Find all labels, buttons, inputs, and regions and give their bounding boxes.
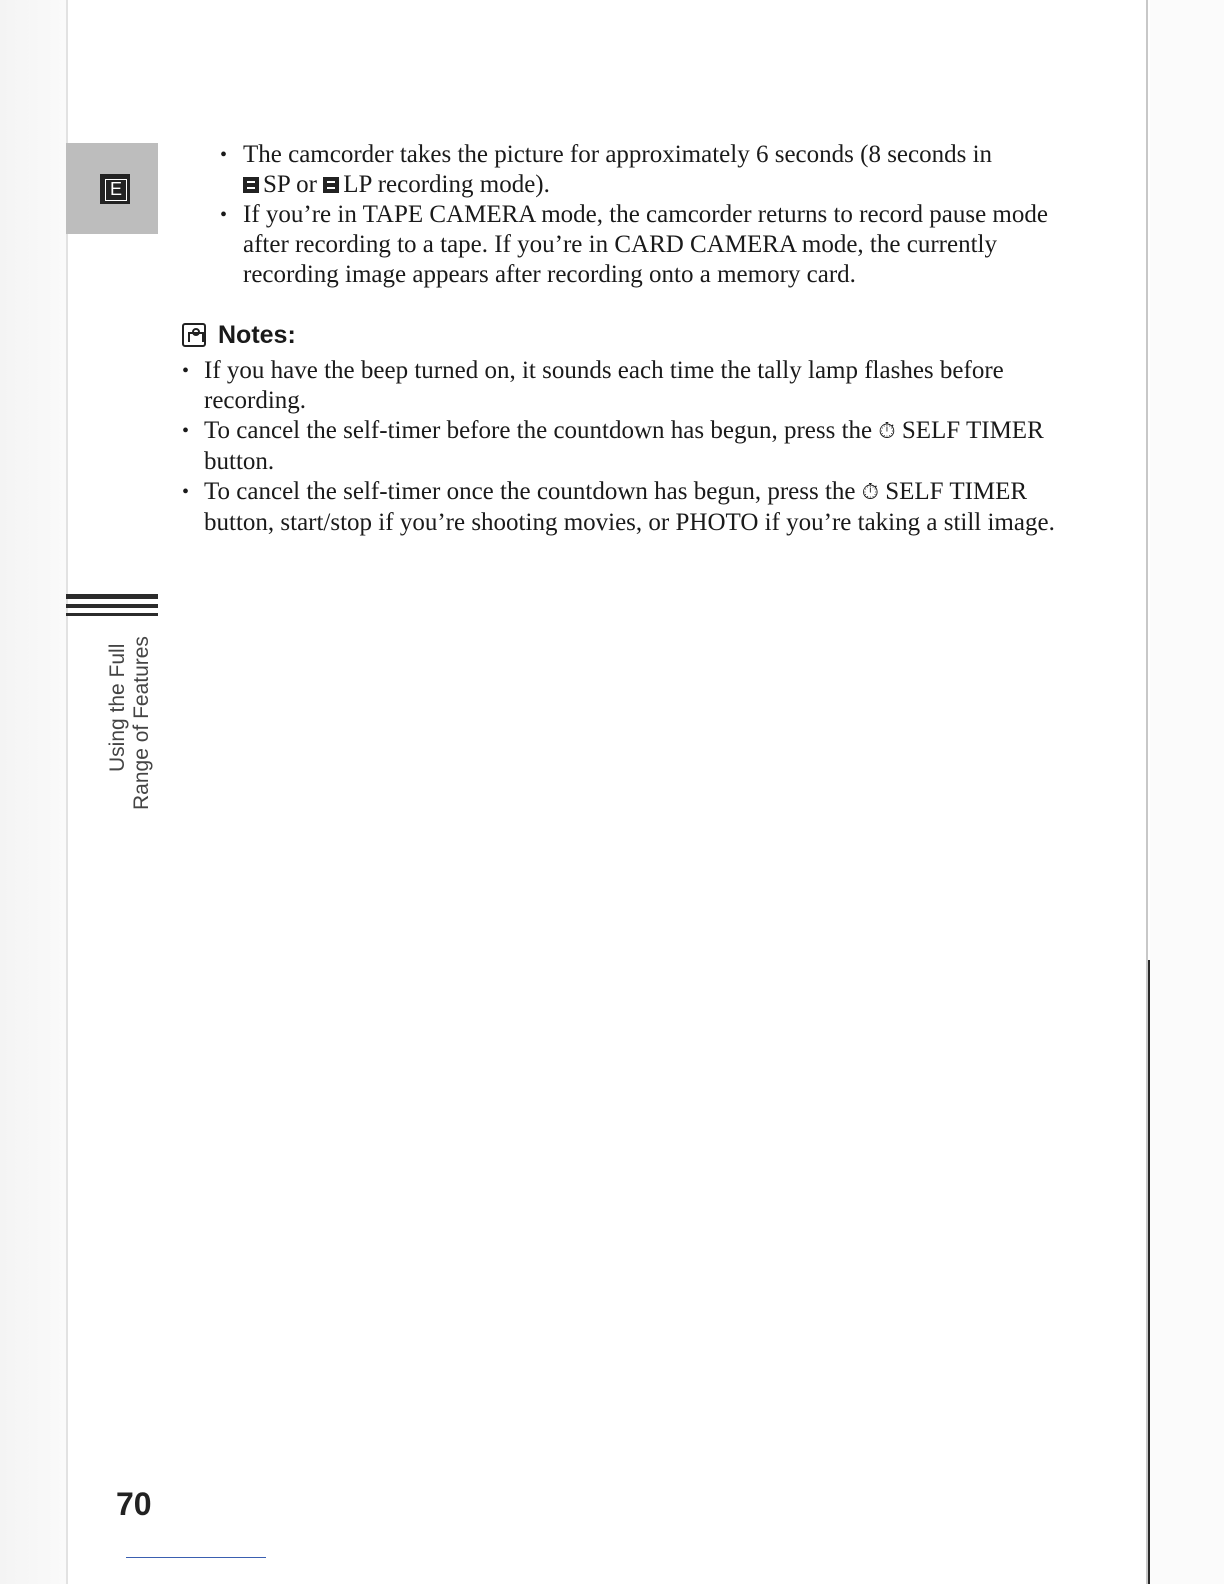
- top-bullet-list: [182, 140, 1062, 290]
- list-item: [182, 477, 1062, 538]
- note-text: SELF TIMER button.: [204, 417, 1044, 475]
- section-label-line1: Using the Full: [106, 643, 129, 772]
- note-text: To cancel the self-timer once the countdown has begun, press the: [204, 478, 856, 505]
- note-text: If you have the beep turned on, it sounds each time the tally lamp flashes before recording.: [204, 357, 1004, 414]
- note-text: SELF TIMER button, start/stop if you’re shooting movies, or PHOTO if you’re taking a still image.: [204, 478, 1055, 536]
- list-item: [182, 200, 1062, 290]
- language-letter: E: [105, 179, 127, 201]
- page-content: [182, 140, 1062, 538]
- list-item: [182, 140, 1062, 200]
- page-left-shade: [0, 0, 66, 1584]
- notes-title: Notes:: [218, 321, 296, 349]
- page-right-edge-dark: [1148, 960, 1150, 1584]
- language-badge: [100, 174, 130, 204]
- notes-icon: [182, 323, 206, 347]
- notes-list: [182, 356, 1062, 538]
- notes-heading: [182, 318, 1062, 352]
- lp-label: LP recording mode).: [343, 171, 550, 198]
- section-label: [60, 636, 180, 810]
- section-marker-bars: [66, 594, 158, 621]
- bullet-text: If you’re in TAPE CAMERA mode, the camcorder returns to record pause mode after recording to a tape. If you’re in CARD CAMERA mode, the currently recording image appears after recording onto a memory card.: [243, 201, 1048, 288]
- tape-mode-icon: [323, 177, 339, 193]
- bullet-text: The camcorder takes the picture for approximately 6 seconds (8 seconds in: [243, 141, 993, 168]
- self-timer-icon: ⏱: [878, 419, 896, 444]
- list-item: [182, 416, 1062, 477]
- note-text: To cancel the self-timer before the countdown has begun, press the: [204, 417, 873, 444]
- self-timer-icon: ⏱: [861, 480, 879, 505]
- tape-mode-icon: [243, 177, 259, 193]
- page-number: 70: [116, 1486, 152, 1522]
- footer-rule: [126, 1557, 266, 1558]
- sp-label: SP or: [263, 171, 317, 198]
- section-label-line2: Range of Features: [130, 636, 153, 810]
- list-item: [182, 356, 1062, 416]
- page-right-margin: [1150, 0, 1224, 1584]
